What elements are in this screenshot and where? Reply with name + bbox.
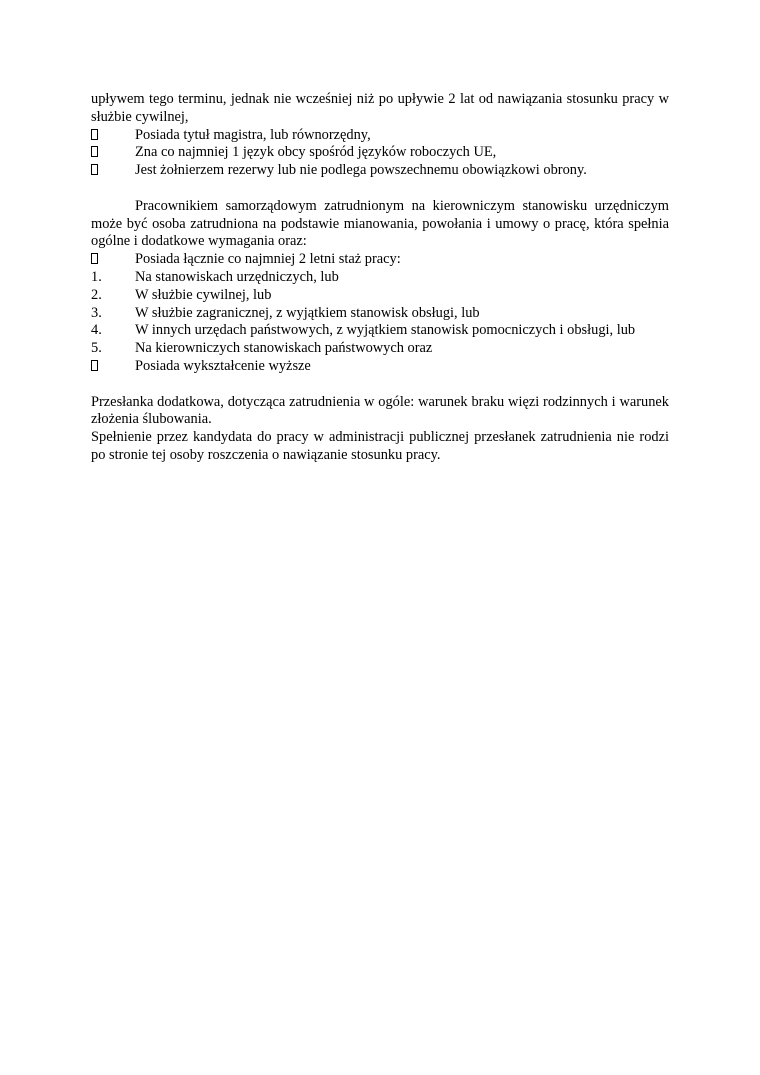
closing-paragraph: Spełnienie przez kandydata do pracy w administracji publicznej przesłanek zatrudnienia nie rodzi po stronie tej osoby roszczenia o nawiązanie stosunku pracy.	[91, 429, 669, 463]
list-item-text: Zna co najmniej 1 język obcy spośród języków roboczych UE,	[135, 144, 497, 161]
list-item	[91, 340, 669, 358]
list-item-text: Jest żołnierzem rezerwy lub nie podlega powszechnemu obowiązkowi obrony.	[135, 162, 587, 179]
intro-paragraph: upływem tego terminu, jednak nie wcześniej niż po upływie 2 lat od nawiązania stosunku pracy w służbie cywilnej,	[91, 91, 669, 125]
list-number: 2.	[91, 286, 102, 303]
list-item-text: Posiada łącznie co najmniej 2 letni staż pracy:	[135, 251, 401, 268]
list-item	[91, 269, 669, 287]
document-page	[91, 91, 669, 465]
box-bullet-icon	[91, 358, 135, 376]
list-item-text: W służbie zagranicznej, z wyjątkiem stanowisk obsługi, lub	[135, 304, 480, 321]
list-item-text: W służbie cywilnej, lub	[135, 286, 272, 303]
list-number: 4.	[91, 322, 102, 339]
box-bullet-icon	[91, 251, 135, 269]
paragraph-spacer	[91, 376, 669, 394]
paragraph-spacer	[91, 180, 669, 198]
list-number: 3.	[91, 304, 102, 321]
list-item	[91, 287, 669, 305]
box-bullet-icon	[91, 162, 135, 180]
list-item	[91, 144, 669, 162]
additional-requirements-list	[91, 251, 669, 376]
requirements-list	[91, 127, 669, 180]
list-item	[91, 305, 669, 323]
closing-paragraph: Przesłanka dodatkowa, dotycząca zatrudnienia w ogóle: warunek braku więzi rodzinnych i warunek złożenia ślubowania.	[91, 393, 669, 428]
list-item-text: Na kierowniczych stanowiskach państwowych oraz	[135, 340, 433, 357]
list-number: 1.	[91, 268, 102, 285]
list-item-text: Na stanowiskach urzędniczych, lub	[135, 268, 339, 285]
list-item	[91, 127, 669, 145]
list-item	[91, 322, 669, 340]
list-item-text: Posiada wykształcenie wyższe	[135, 357, 311, 374]
box-bullet-icon	[91, 144, 135, 162]
box-bullet-icon	[91, 127, 135, 145]
list-item	[91, 358, 669, 376]
second-paragraph: Pracownikiem samorządowym zatrudnionym na kierowniczym stanowisku urzędniczym może być osoba zatrudniona na podstawie mianowania, powołania i umowy o pracę, która spełnia ogólne i dodatkowe wymagania oraz:	[91, 197, 669, 250]
list-item-text: Posiada tytuł magistra, lub równorzędny,	[135, 126, 371, 143]
list-number: 5.	[91, 340, 102, 357]
list-item-text: W innych urzędach państwowych, z wyjątkiem stanowisk pomocniczych i obsługi, lub	[135, 322, 636, 339]
list-item	[91, 251, 669, 269]
list-item	[91, 162, 669, 180]
